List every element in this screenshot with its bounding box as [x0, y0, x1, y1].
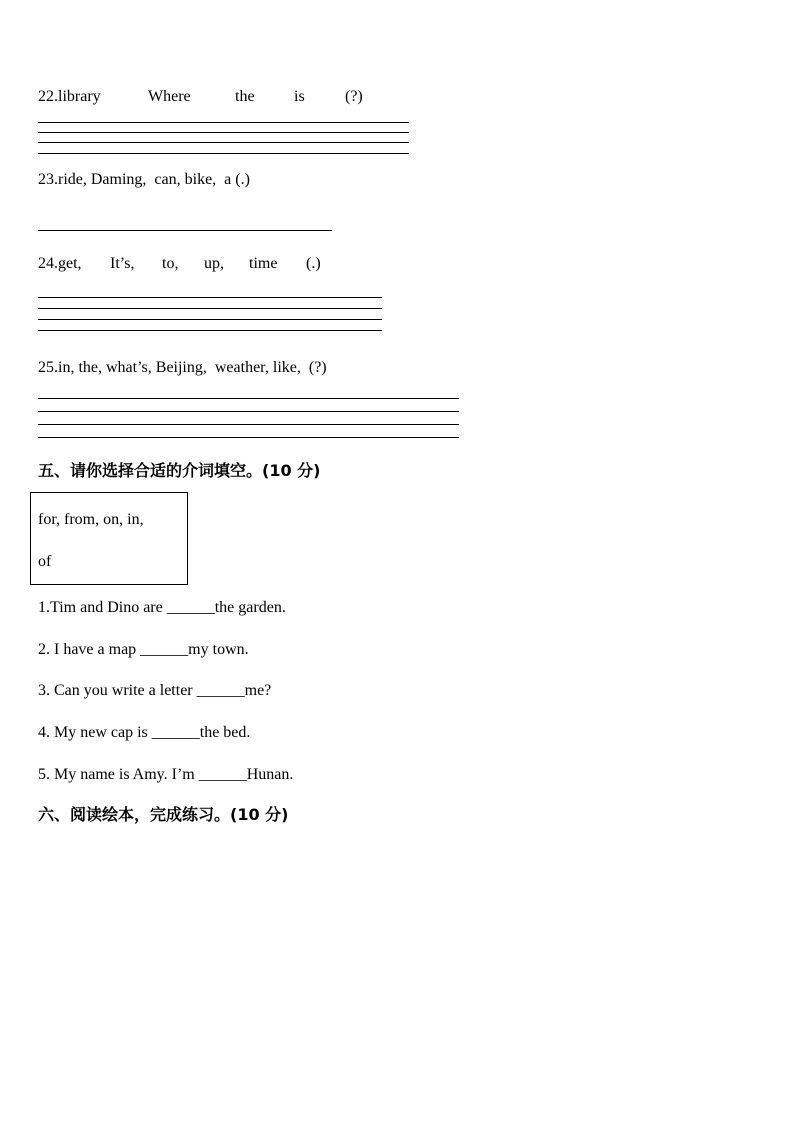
- answer-line[interactable]: [38, 411, 459, 412]
- question-number: 23.: [38, 171, 58, 188]
- word-bank-line: of: [38, 553, 52, 570]
- scrambled-word: the: [235, 88, 255, 105]
- scrambled-word: It’s,: [110, 255, 135, 272]
- scrambled-word: (?): [345, 88, 363, 105]
- word-bank-box: [30, 492, 188, 585]
- scrambled-word: library: [58, 88, 101, 105]
- fill-blank-item[interactable]: 5. My name is Amy. I’m ______Hunan.: [38, 766, 294, 783]
- scrambled-words: ride, Daming, can, bike, a (.): [58, 171, 250, 188]
- question-22: [38, 87, 101, 107]
- answer-line[interactable]: [38, 230, 332, 231]
- answer-line[interactable]: [38, 424, 459, 425]
- section-6-heading: 六、阅读绘本，完成练习。(10 分): [38, 805, 289, 824]
- answer-line[interactable]: [38, 319, 382, 320]
- answer-line[interactable]: [38, 398, 459, 399]
- fill-blank-item[interactable]: 1.Tim and Dino are ______the garden.: [38, 599, 286, 616]
- question-25: [38, 358, 327, 378]
- scrambled-word: is: [294, 88, 305, 105]
- section-5-heading: 五、请你选择合适的介词填空。(10 分): [38, 461, 321, 480]
- fill-blank-item[interactable]: 3. Can you write a letter ______me?: [38, 682, 272, 699]
- scrambled-word: get,: [58, 255, 82, 272]
- answer-line[interactable]: [38, 153, 409, 154]
- answer-line[interactable]: [38, 132, 409, 133]
- answer-line[interactable]: [38, 122, 409, 123]
- scrambled-word: to,: [162, 255, 179, 272]
- scrambled-word: up,: [204, 255, 224, 272]
- answer-line[interactable]: [38, 330, 382, 331]
- answer-line[interactable]: [38, 142, 409, 143]
- answer-line[interactable]: [38, 308, 382, 309]
- fill-blank-item[interactable]: 2. I have a map ______my town.: [38, 641, 249, 658]
- fill-blank-item[interactable]: 4. My new cap is ______the bed.: [38, 724, 251, 741]
- question-number: 24.: [38, 255, 58, 272]
- scrambled-word: time: [249, 255, 278, 272]
- answer-line[interactable]: [38, 297, 382, 298]
- word-bank-line: for, from, on, in,: [38, 511, 144, 528]
- question-number: 25.: [38, 359, 58, 376]
- scrambled-words: in, the, what’s, Beijing, weather, like, (?): [58, 359, 327, 376]
- question-number: 22.: [38, 88, 58, 105]
- answer-line[interactable]: [38, 437, 459, 438]
- scrambled-word: Where: [148, 88, 191, 105]
- question-24: [38, 254, 82, 274]
- scrambled-word: (.): [306, 255, 321, 272]
- question-23: [38, 170, 250, 190]
